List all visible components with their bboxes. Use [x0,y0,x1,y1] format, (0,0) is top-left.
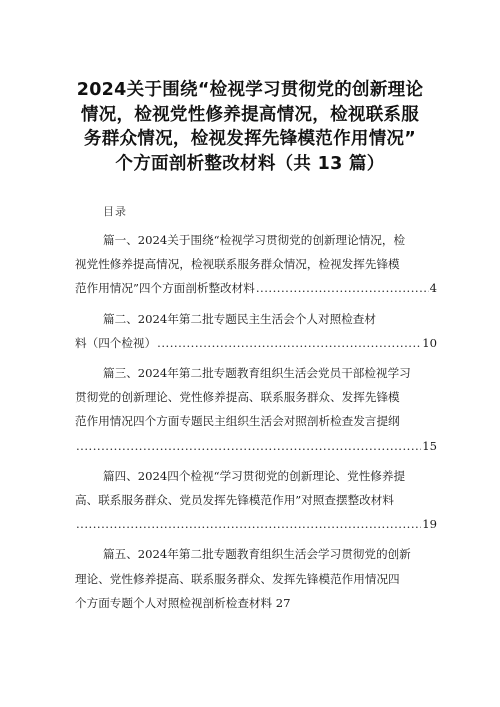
title-line: 务群众情况，检视发挥先锋模范作用情况” [83,129,417,149]
document-title [64,78,436,176]
toc-entry-last-line [75,276,437,300]
toc-page-number: 15 [422,438,437,453]
toc-entry-line: 理论、党性修养提高、联系服务群众、发挥先锋模范作用情况四 [75,571,400,586]
table-of-contents [75,228,437,621]
toc-entry-line: 个方面专题个人对照检视剖析检查材料 27 [75,595,291,610]
toc-entry-line: 篇三、2024年第二批专题教育组织生活会党员干部检视学习 [103,366,411,381]
title-line: 情况，检视党性修养提高情况，检视联系服 [80,104,420,125]
toc-heading: 目录 [103,205,127,218]
toc-entry-last-line [75,331,437,355]
dot-leader [157,331,421,355]
toc-entry-2[interactable] [75,307,437,355]
toc-entry-5[interactable] [75,542,437,615]
toc-page-number: 19 [422,517,437,532]
toc-entry-line: 料（四个检视） [75,335,157,350]
dot-leader [76,434,421,458]
toc-entry-line: 贯彻党的创新理论、党性修养提高、联系服务群众、发挥先锋模 [75,390,400,405]
title-line: 2024关于围绕“检视学习贯彻党的创新理论 [76,80,424,100]
toc-entry-line: 范作用情况四个方面专题民主组织生活会对照剖析检查发言提纲 [75,414,400,429]
toc-entry-line: 篇二、2024年第二批专题民主生活会个人对照检查材 [103,311,376,326]
toc-entry-line: 篇四、2024四个检视“学习贯彻党的创新理论、党性修养提 [103,468,406,483]
toc-page-number: 10 [422,335,437,350]
toc-entry-line: 视党性修养提高情况，检视联系服务群众情况，检视发挥先锋模 [75,257,400,272]
toc-entry-line: 篇五、2024年第二批专题教育组织生活会学习贯彻党的创新 [103,547,411,562]
toc-page-number: 4 [429,281,437,296]
toc-entry-last-line [75,512,437,536]
toc-entry-1[interactable] [75,228,437,301]
title-line: 个方面剖析整改材料（共 13 篇） [115,153,385,174]
toc-entry-line: 高、联系服务群众、党员发挥先锋模范作用”对照查摆整改材料 [75,493,394,508]
toc-entry-line: 范作用情况”四个方面剖析整改材料 [75,281,255,296]
toc-entry-4[interactable] [75,464,437,537]
toc-entry-line: 篇一、2024关于围绕“检视学习贯彻党的创新理论情况，检 [103,233,406,247]
dot-leader [76,512,421,536]
dot-leader [256,276,429,300]
toc-entry-last-line [75,434,437,458]
toc-entry-3[interactable] [75,361,437,458]
